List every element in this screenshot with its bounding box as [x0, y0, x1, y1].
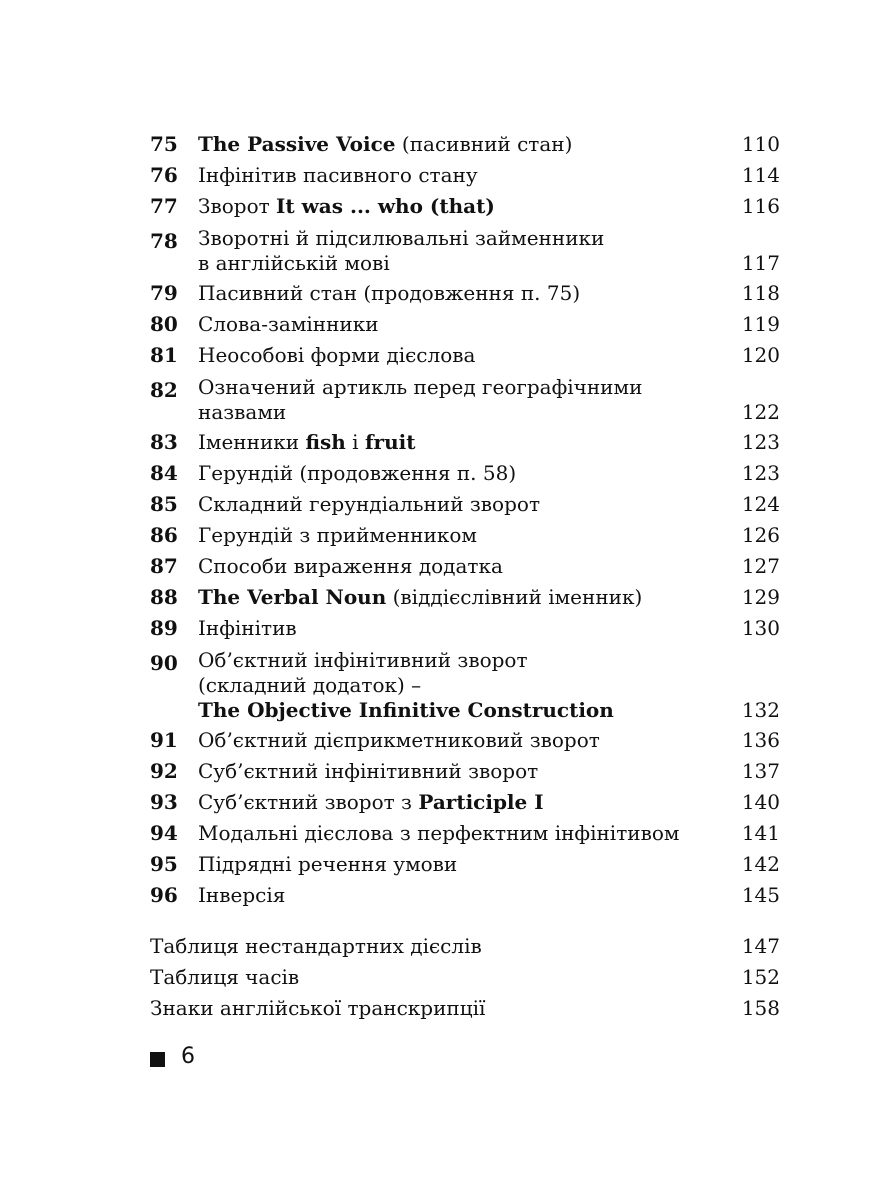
entry-line	[198, 756, 780, 787]
entry-title	[198, 880, 285, 911]
title-segment: Об’єктний інфінітивний зворот	[198, 648, 528, 672]
entry-line	[198, 340, 780, 371]
entry-text	[198, 613, 780, 644]
entry-line	[198, 787, 780, 818]
title-segment: Інверсія	[198, 883, 286, 907]
entry-page: 130	[741, 616, 780, 640]
title-segment: Слова-замінники	[198, 312, 379, 336]
title-segment: Герундій (продовження п. 58)	[198, 461, 517, 485]
entry-page: 123	[741, 461, 780, 485]
entry-text	[198, 309, 780, 340]
entry-title	[198, 551, 503, 582]
title-segment: The Objective Infinitive Construction	[198, 698, 614, 722]
entry-title	[198, 673, 421, 698]
title-segment: в англійській мові	[198, 251, 390, 275]
entry-number: 96	[150, 883, 178, 907]
toc-entry	[150, 191, 780, 222]
entry-page: 118	[741, 281, 780, 305]
entry-title	[198, 309, 379, 340]
title-segment: Зворот	[198, 194, 277, 218]
entry-title	[198, 818, 679, 849]
table-of-contents	[150, 129, 780, 911]
appendix-entry	[150, 962, 780, 993]
entry-line	[198, 191, 780, 222]
entry-number: 84	[150, 461, 178, 485]
appendix-title: Таблиця нестандартних дієслів	[150, 934, 482, 958]
toc-entry	[150, 458, 780, 489]
entry-number: 81	[150, 343, 178, 367]
toc-entry	[150, 340, 780, 371]
entry-line	[198, 698, 780, 723]
toc-entry	[150, 129, 780, 160]
square-marker-icon	[150, 1052, 165, 1067]
title-segment: It was ... who (that)	[276, 194, 495, 218]
title-segment: Складний герундіальний зворот	[198, 492, 541, 516]
entry-number: 93	[150, 790, 178, 814]
entry-text	[198, 520, 780, 551]
entry-number: 75	[150, 132, 178, 156]
entry-number: 92	[150, 759, 178, 783]
entry-text	[198, 129, 780, 160]
entry-text	[198, 880, 780, 911]
entry-line	[198, 880, 780, 911]
entry-number: 76	[150, 163, 178, 187]
toc-entry	[150, 551, 780, 582]
title-segment: fruit	[364, 430, 416, 454]
toc-entry	[150, 520, 780, 551]
entry-title	[198, 582, 642, 613]
entry-page: 129	[741, 585, 780, 609]
title-segment: The Verbal Noun	[198, 585, 387, 609]
entry-page: 126	[741, 523, 780, 547]
title-segment: Означений артикль перед географічними	[198, 375, 643, 399]
entry-line	[198, 129, 780, 160]
title-segment: Підрядні речення умови	[198, 852, 458, 876]
appendix-title: Таблиця часів	[150, 965, 300, 989]
entry-number: 95	[150, 852, 178, 876]
title-segment: Способи вираження додатка	[198, 554, 503, 578]
entry-title	[198, 520, 477, 551]
toc-entry	[150, 160, 780, 191]
entry-text	[198, 375, 780, 425]
entry-text	[198, 458, 780, 489]
entry-title	[198, 226, 604, 251]
entry-text	[198, 278, 780, 309]
entry-text	[198, 756, 780, 787]
entry-text	[198, 427, 780, 458]
entry-text	[198, 648, 780, 723]
toc-entry	[150, 278, 780, 309]
toc-entry	[150, 787, 780, 818]
title-segment: і	[345, 430, 365, 454]
entry-title	[198, 340, 475, 371]
entry-title	[198, 698, 614, 723]
title-segment: Іменники	[198, 430, 306, 454]
entry-title	[198, 375, 642, 400]
title-segment: The Passive Voice	[198, 132, 396, 156]
entry-page: 122	[741, 400, 780, 424]
entry-number: 88	[150, 585, 178, 609]
appendix-entry	[150, 931, 780, 962]
page-number: 6	[181, 1044, 195, 1069]
entry-line	[198, 309, 780, 340]
title-segment: (віддієслівний іменник)	[386, 585, 643, 609]
entry-title	[198, 191, 495, 222]
toc-entry	[150, 613, 780, 644]
entry-text	[198, 787, 780, 818]
entry-text	[198, 340, 780, 371]
entry-text	[198, 489, 780, 520]
entry-title	[198, 756, 538, 787]
entry-number: 94	[150, 821, 178, 845]
entry-number: 90	[150, 651, 178, 675]
toc-entry	[150, 818, 780, 849]
entry-number: 83	[150, 430, 178, 454]
appendix-list	[150, 931, 780, 1024]
title-segment: Об’єктний дієприкметниковий зворот	[198, 728, 600, 752]
title-segment: Інфінітив	[198, 616, 297, 640]
appendix-entry	[150, 993, 780, 1024]
entry-page: 110	[741, 132, 780, 156]
toc-entry	[150, 582, 780, 613]
entry-page: 120	[741, 343, 780, 367]
entry-title	[198, 787, 544, 818]
entry-title	[198, 427, 415, 458]
entry-title	[198, 278, 580, 309]
entry-page: 137	[741, 759, 780, 783]
entry-number: 77	[150, 194, 178, 218]
entry-number: 78	[150, 229, 178, 253]
entry-line	[198, 520, 780, 551]
toc-entry	[150, 725, 780, 756]
appendix-page: 158	[741, 996, 780, 1020]
toc-entry	[150, 489, 780, 520]
entry-line	[198, 489, 780, 520]
entry-page: 116	[741, 194, 780, 218]
entry-title	[198, 458, 516, 489]
appendix-page: 152	[741, 965, 780, 989]
entry-title	[198, 489, 540, 520]
toc-entry	[150, 375, 780, 425]
entry-line	[198, 673, 780, 698]
entry-title	[198, 648, 528, 673]
toc-entry	[150, 309, 780, 340]
toc-entry	[150, 226, 780, 276]
entry-number: 86	[150, 523, 178, 547]
entry-page: 141	[741, 821, 780, 845]
title-segment: Пасивний стан (продовження п. 75)	[198, 281, 581, 305]
entry-page	[770, 375, 780, 400]
entry-title	[198, 613, 297, 644]
title-segment: назвами	[198, 400, 287, 424]
appendix-title: Знаки англійської транскрипції	[150, 996, 486, 1020]
entry-line	[198, 375, 780, 400]
entry-page	[770, 226, 780, 251]
title-segment: Participle I	[418, 790, 544, 814]
entry-page: 127	[741, 554, 780, 578]
toc-entry	[150, 849, 780, 880]
entry-number: 85	[150, 492, 178, 516]
entry-line	[198, 551, 780, 582]
title-segment: Зворотні й підсилювальні займенники	[198, 226, 605, 250]
title-segment: Неособові форми дієслова	[198, 343, 476, 367]
entry-line	[198, 400, 780, 425]
entry-page: 145	[741, 883, 780, 907]
entry-page: 124	[741, 492, 780, 516]
entry-line	[198, 278, 780, 309]
entry-page: 132	[741, 698, 780, 722]
entry-line	[198, 849, 780, 880]
entry-text	[198, 818, 780, 849]
title-segment: Інфінітив пасивного стану	[198, 163, 478, 187]
entry-text	[198, 849, 780, 880]
title-segment: Модальні дієслова з перфектним інфінітивом	[198, 821, 680, 845]
entry-text	[198, 551, 780, 582]
entry-line	[198, 613, 780, 644]
entry-line	[198, 458, 780, 489]
entry-line	[198, 427, 780, 458]
entry-line	[198, 648, 780, 673]
entry-title	[198, 160, 478, 191]
entry-line	[198, 725, 780, 756]
toc-entry	[150, 756, 780, 787]
toc-entry	[150, 880, 780, 911]
entry-page: 136	[741, 728, 780, 752]
entry-number: 91	[150, 728, 178, 752]
entry-page	[770, 673, 780, 698]
entry-line	[198, 226, 780, 251]
entry-line	[198, 251, 780, 276]
entry-page: 142	[741, 852, 780, 876]
entry-number: 87	[150, 554, 178, 578]
entry-line	[198, 582, 780, 613]
entry-number: 80	[150, 312, 178, 336]
entry-page	[770, 648, 780, 673]
entry-title	[198, 129, 572, 160]
entry-number: 89	[150, 616, 178, 640]
entry-text	[198, 191, 780, 222]
entry-number: 79	[150, 281, 178, 305]
title-segment: fish	[305, 430, 346, 454]
title-segment: (пасивний стан)	[395, 132, 573, 156]
entry-title	[198, 251, 390, 276]
title-segment: Герундій з прийменником	[198, 523, 477, 547]
entry-page: 114	[741, 163, 780, 187]
entry-page: 119	[741, 312, 780, 336]
entry-text	[198, 725, 780, 756]
entry-page: 123	[741, 430, 780, 454]
entry-title	[198, 849, 457, 880]
appendix-page: 147	[741, 934, 780, 958]
entry-page: 140	[741, 790, 780, 814]
entry-line	[198, 160, 780, 191]
entry-line	[198, 818, 780, 849]
title-segment: (складний додаток) –	[198, 673, 422, 697]
title-segment: Суб’єктний зворот з	[198, 790, 419, 814]
entry-page: 117	[741, 251, 780, 275]
entry-title	[198, 400, 286, 425]
entry-text	[198, 160, 780, 191]
entry-text	[198, 226, 780, 276]
entry-number: 82	[150, 378, 178, 402]
toc-entry	[150, 648, 780, 723]
title-segment: Суб’єктний інфінітивний зворот	[198, 759, 539, 783]
toc-entry	[150, 427, 780, 458]
entry-text	[198, 582, 780, 613]
entry-title	[198, 725, 600, 756]
page-footer	[150, 1044, 195, 1069]
